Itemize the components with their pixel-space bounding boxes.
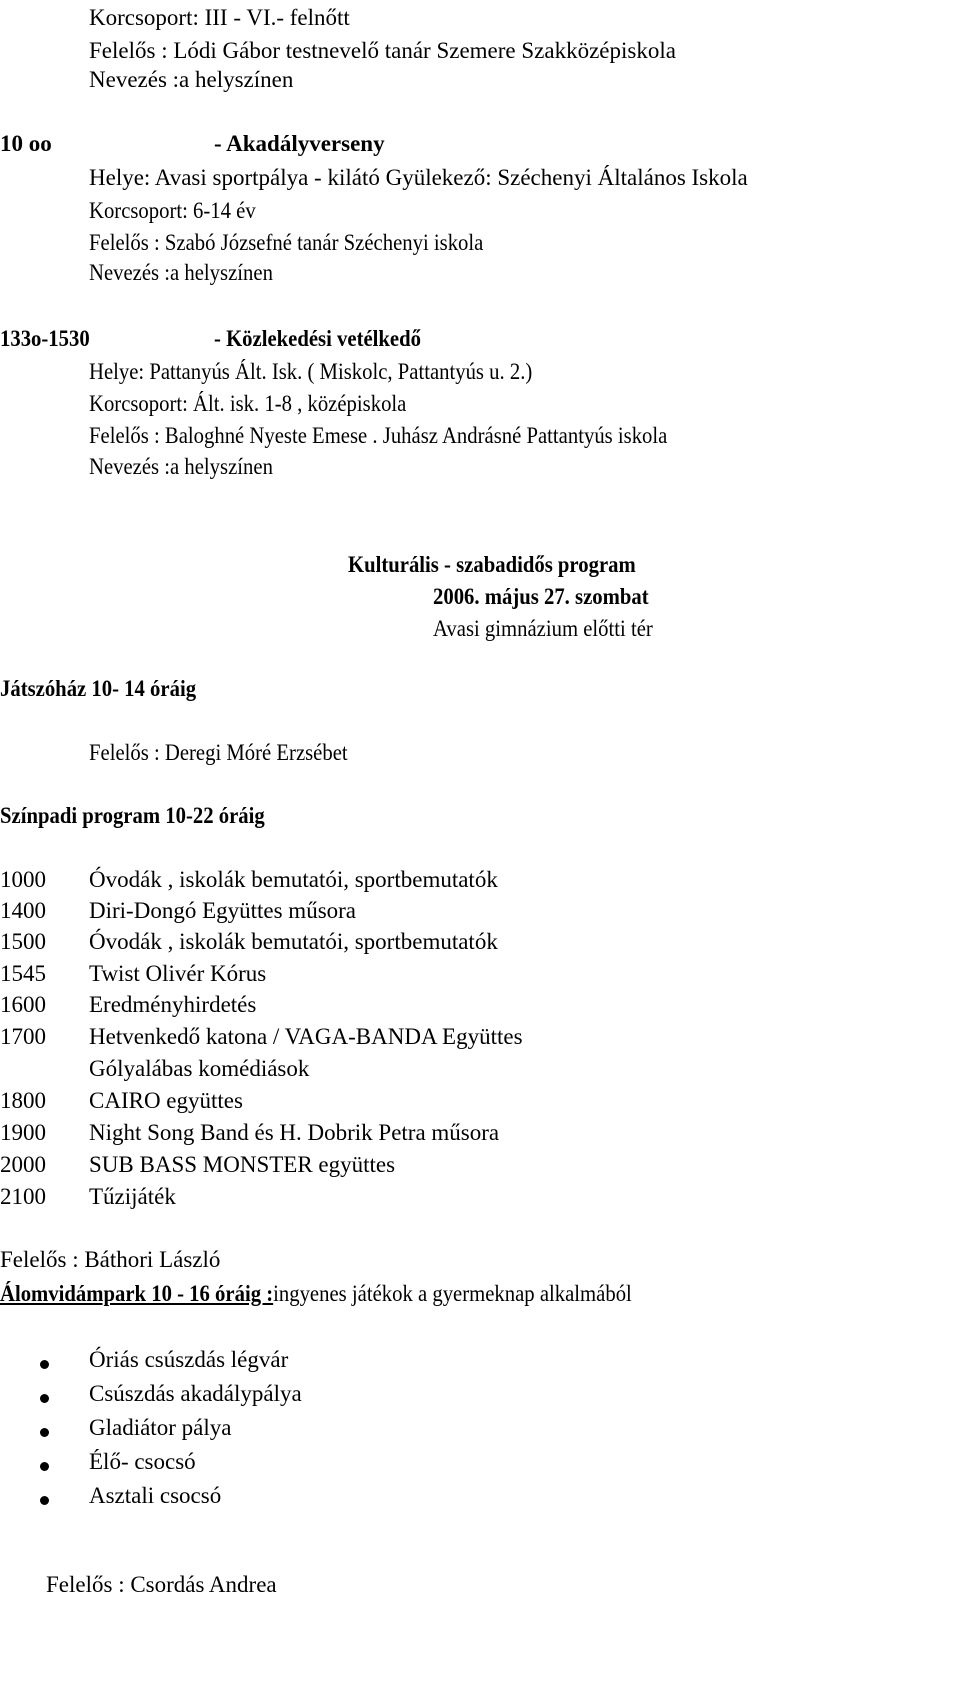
responsible-line: Felelős : Lódi Gábor testnevelő tanár Szemere Szakközépiskola xyxy=(89,38,676,63)
list-item-label: Óriás csúszdás légvár xyxy=(89,1347,289,1372)
schedule-item: CAIRO együttes xyxy=(89,1088,243,1113)
entry-line: Nevezés :a helyszínen xyxy=(89,67,294,92)
cultural-date: 2006. május 27. szombat xyxy=(433,584,649,609)
park-subtitle: ingyenes játékok a gyermeknap alkalmából xyxy=(273,1281,632,1306)
event-place: Helye: Pattanyús Ált. Isk. ( Miskolc, Pattantyús u. 2.) xyxy=(89,359,533,384)
bullet-icon xyxy=(40,1360,49,1369)
entry-line: Nevezés :a helyszínen xyxy=(89,454,273,479)
schedule-item: Óvodák , iskolák bemutatói, sportbemutatók xyxy=(89,867,498,892)
schedule-item: Diri-Dongó Együttes műsora xyxy=(89,898,357,923)
cultural-place: Avasi gimnázium előtti tér xyxy=(433,616,653,641)
schedule-item: Eredményhirdetés xyxy=(89,992,257,1017)
playhouse-title: Játszóház 10- 14 óráig xyxy=(0,676,197,701)
schedule-time: 1900 xyxy=(0,1120,46,1145)
list-item-label: Gladiátor pálya xyxy=(89,1415,232,1440)
bullet-icon xyxy=(40,1496,49,1505)
age-group-line: Korcsoport: Ált. isk. 1-8 , középiskola xyxy=(89,391,407,416)
schedule-time: 2000 xyxy=(0,1152,46,1177)
event-time: 133o-1530 xyxy=(0,326,90,351)
schedule-item: Gólyalábas komédiások xyxy=(89,1056,310,1081)
schedule-item: SUB BASS MONSTER együttes xyxy=(89,1152,396,1177)
event-title: - Akadályverseny xyxy=(214,131,385,156)
cultural-title: Kulturális - szabadidős program xyxy=(348,552,636,577)
schedule-time: 2100 xyxy=(0,1184,46,1209)
responsible-line: Felelős : Szabó Józsefné tanár Széchenyi iskola xyxy=(89,230,484,255)
park-heading xyxy=(0,1282,702,1305)
schedule-time: 1000 xyxy=(0,867,46,892)
schedule-item: Hetvenkedő katona / VAGA-BANDA Együttes xyxy=(89,1024,523,1049)
park-responsible: Felelős : Csordás Andrea xyxy=(46,1572,277,1597)
age-group-line: Korcsoport: 6-14 év xyxy=(89,198,256,223)
schedule-time: 1600 xyxy=(0,992,46,1017)
schedule-item: Twist Olivér Kórus xyxy=(89,961,267,986)
age-group-line: Korcsoport: III - VI.- felnőtt xyxy=(89,5,350,30)
event-title: - Közlekedési vetélkedő xyxy=(214,326,421,351)
entry-line: Nevezés :a helyszínen xyxy=(89,260,273,285)
schedule-item: Night Song Band és H. Dobrik Petra műsora xyxy=(89,1120,500,1145)
event-place: Helye: Avasi sportpálya - kilátó Gyülekező: Széchenyi Általános Iskola xyxy=(89,165,748,190)
schedule-time: 1400 xyxy=(0,898,46,923)
bullet-icon xyxy=(40,1462,49,1471)
schedule-time: 1500 xyxy=(0,929,46,954)
schedule-time: 1545 xyxy=(0,961,46,986)
list-item-label: Asztali csocsó xyxy=(89,1483,222,1508)
bullet-icon xyxy=(40,1428,49,1437)
park-title: Álomvidámpark 10 - 16 óráig : xyxy=(0,1281,274,1306)
playhouse-responsible: Felelős : Deregi Móré Erzsébet xyxy=(89,740,348,765)
stage-title: Színpadi program 10-22 óráig xyxy=(0,803,265,828)
schedule-item: Tűzijáték xyxy=(89,1184,176,1209)
responsible-line: Felelős : Baloghné Nyeste Emese . Juhász Andrásné Pattantyús iskola xyxy=(89,423,668,448)
list-item-label: Élő- csocsó xyxy=(89,1449,196,1474)
schedule-time: 1800 xyxy=(0,1088,46,1113)
stage-responsible: Felelős : Báthori László xyxy=(0,1247,221,1272)
list-item-label: Csúszdás akadálypálya xyxy=(89,1381,302,1406)
bullet-icon xyxy=(40,1394,49,1403)
event-time: 10 oo xyxy=(0,131,52,156)
schedule-item: Óvodák , iskolák bemutatói, sportbemutatók xyxy=(89,929,498,954)
schedule-time: 1700 xyxy=(0,1024,46,1049)
